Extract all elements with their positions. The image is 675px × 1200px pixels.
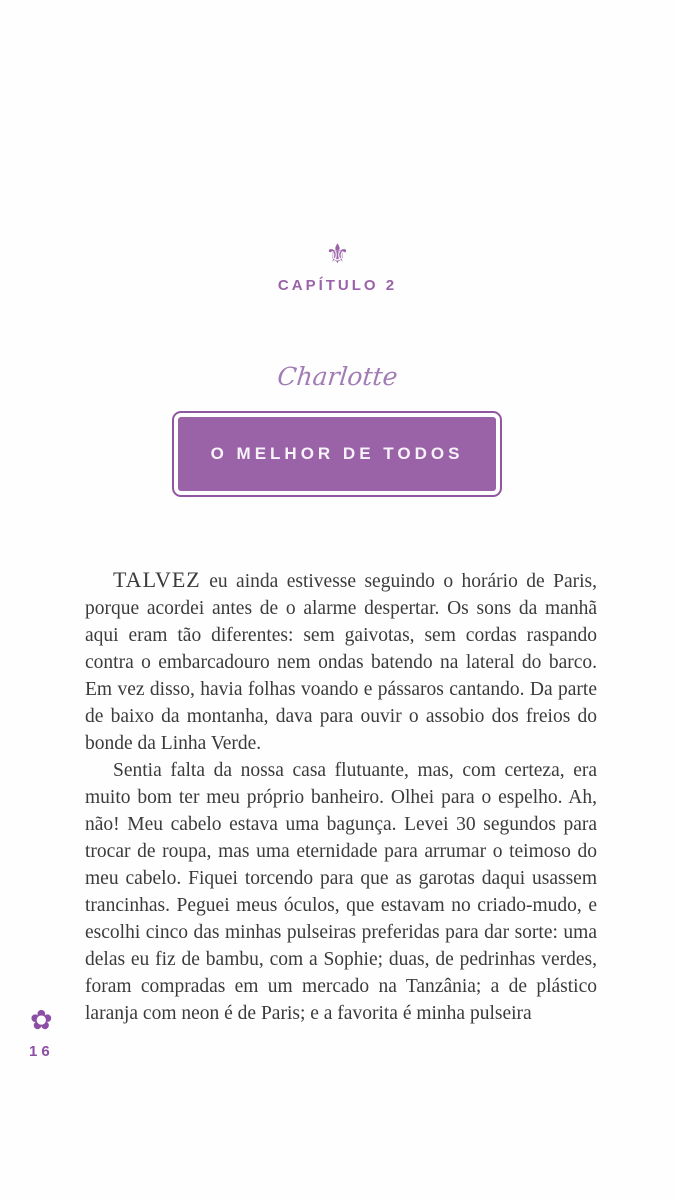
- chapter-title-box: [172, 411, 502, 497]
- paragraph: [85, 757, 597, 1027]
- chapter-title-box-fill: [178, 417, 496, 491]
- chapter-label: CAPÍTULO 2: [277, 277, 398, 294]
- page-number: 16: [29, 1043, 54, 1060]
- florette-icon: ✿: [30, 1005, 53, 1036]
- fleur-de-lis-icon: ⚜: [325, 239, 350, 270]
- paragraph-lead-word: TALVEZ: [113, 567, 201, 592]
- paragraph-text: eu ainda estivesse seguindo o horário de Paris, porque acordei antes de o alarme despertar. Os sons da manhã aqui eram tão diferentes: sem gaivotas, sem cordas raspando contra o embarcadouro nem ondas batendo na lateral do barco. Em vez disso, havia folhas voando e pássaros cantando. Da parte de baixo da montanha, dava para ouvir o assobio dos freios do bonde da Linha Verde.: [85, 571, 597, 754]
- paragraph: [85, 566, 597, 757]
- paragraph-text: Sentia falta da nossa casa flutuante, mas, com certeza, era muito bom ter meu próprio banheiro. Olhei para o espelho. Ah, não! Meu cabelo estava uma bagunça. Levei 30 segundos para trocar de roupa, mas uma eternidade para arrumar o teimoso do meu cabelo. Fiquei torcendo para que as garotas daqui usassem trancinhas. Peguei meus óculos, que estavam no criado-mudo, e escolhi cinco das minhas pulseiras preferidas para dar sorte: uma delas eu fiz de bambu, com a Sophie; duas, de pedrinhas verdes, foram compradas em um mercado na Tanzânia; a de plástico laranja com neon é de Paris; e a favorita é minha pulseira: [85, 760, 597, 1024]
- narrator-name: Charlotte: [275, 362, 400, 391]
- body-text: [85, 566, 597, 1027]
- chapter-title: O MELHOR DE TODOS: [210, 444, 464, 463]
